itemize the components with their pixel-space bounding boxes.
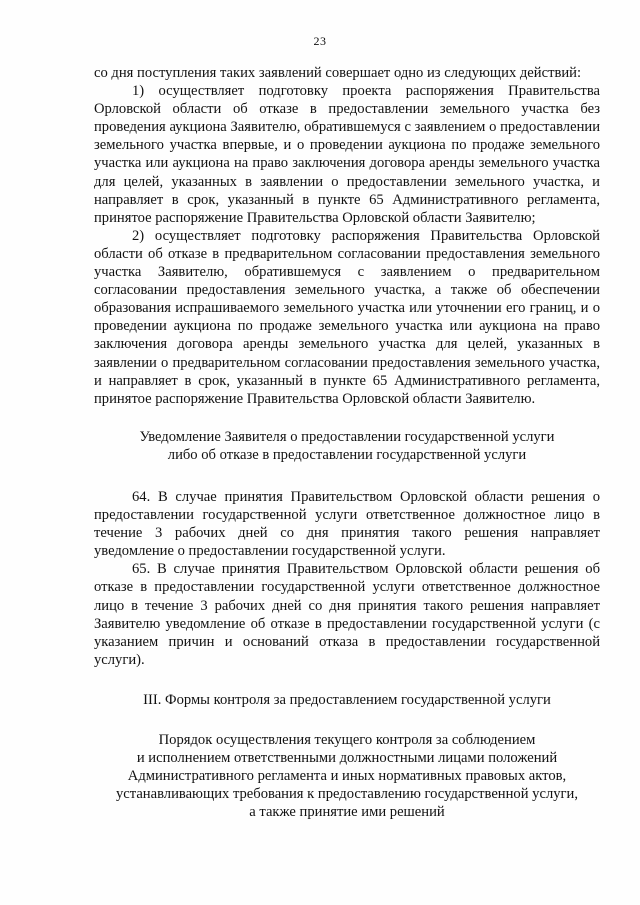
control-heading-line-1: Порядок осуществления текущего контроля за соблюдением <box>158 732 536 748</box>
control-heading-line-3: Административного регламента и иных нормативных правовых актов, <box>127 768 567 785</box>
notification-heading-line-2: либо об отказе в предоставлении государственной услуги <box>167 446 527 463</box>
paragraph-continuation: со дня поступления таких заявлений совершает одно из следующих действий: <box>94 65 582 81</box>
page-number: 23 <box>313 34 327 48</box>
control-heading-line-2: и исполнением ответственными должностными лицами положений <box>136 750 558 767</box>
paragraph-65: 65. В случае принятия Правительством Орловской области решения об отказе в предоставлении государственной услуги ответственное должностное лицо в течение 3 рабочих дней со дня принятия такого решения направляет Заявителю уведомление об отказе в предоставлении государственной услуги (с указанием причин и оснований отказа в предоставлении государственной услуги). <box>94 561 600 668</box>
section-3-heading: III. Формы контроля за предоставлением государственной услуги <box>143 691 551 708</box>
control-heading-line-5: а также принятие ими решений <box>249 804 445 821</box>
document-body <box>94 64 600 821</box>
paragraph-item-1: 1) осуществляет подготовку проекта распоряжения Правительства Орловской области об отказе в предоставлении земельного участка без проведения аукциона Заявителю, обратившемуся с заявлением о предоставлении земельного участка впервые, и о проведении аукциона по продаже земельного участка или аукциона на право заключения договора аренды земельного участка для целей, указанных в заявлении о предоставлении земельного участка, и направляет в срок, указанный в пункте 65 Административного регламента, принятое распоряжение Правительства Орловской области Заявителю; <box>94 83 600 226</box>
notification-heading-line-1: Уведомление Заявителя о предоставлении государственной услуги <box>139 428 555 445</box>
paragraph-64: 64. В случае принятия Правительством Орловской области решения о предоставлении государственной услуги ответственное должностное лицо в течение 3 рабочих дней со дня принятия такого решения направляет уведомление о предоставлении государственной услуги. <box>94 488 600 560</box>
paragraph-item-2: 2) осуществляет подготовку распоряжения Правительства Орловской области об отказе в предварительном согласовании предоставления земельного участка Заявителю, обратившемуся с заявлением о предварительном согласовании предоставления земельного участка, а также об обеспечении образования испрашиваемого земельного участка или уточнении его границ, и о проведении аукциона по продаже земельного участка или аукциона на право заключения договора аренды земельного участка для целей, указанных в заявлении о предварительном согласовании предоставления земельного участка, и направляет в срок, указанный в пункте 65 Административного регламента, принятое распоряжение Правительства Орловской области Заявителю. <box>94 227 600 407</box>
control-heading-line-4: устанавливающих требования к предоставлению государственной услуги, <box>116 786 578 803</box>
